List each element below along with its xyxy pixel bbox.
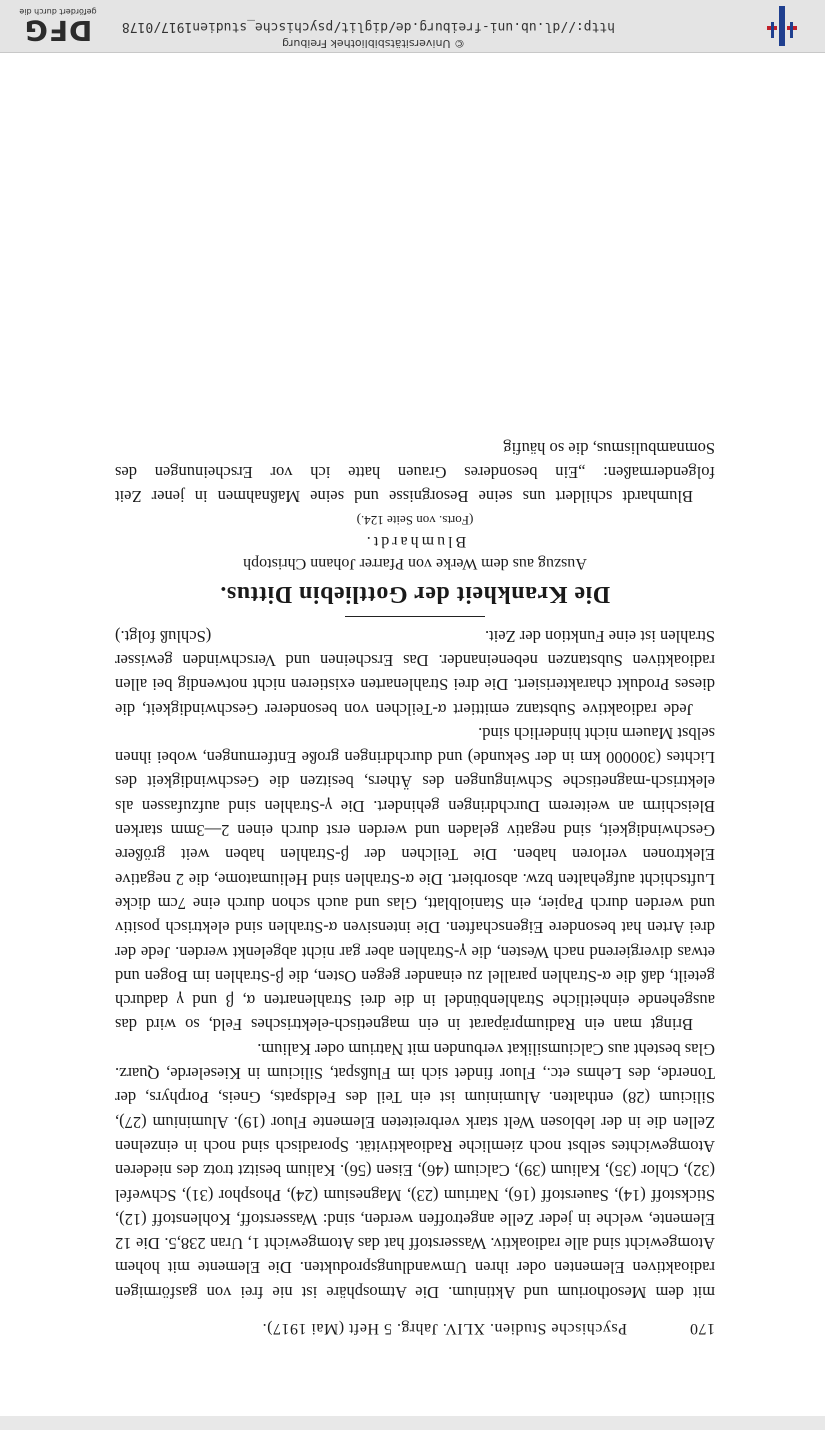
dfg-logo-icon (8, 4, 108, 47)
dfg-logo-subtitle: gefördert durch die (19, 7, 97, 16)
byline-prefix: Auszug aus dem Werke von Pfarrer Johann Christoph (243, 555, 587, 573)
running-head (115, 1316, 715, 1340)
dfg-logo-text: DFG (23, 14, 93, 47)
byline-name: Blumhardt. (363, 533, 467, 551)
paragraph-1: mit dem Mesothorium und Aktinium. Die Atmosphäre ist nie frei von gasförmigen radioaktiven Elementen oder ihren Umwandlungsprodukten. Die Elemente mit hohem Atomgewicht sind alle radioaktiv. Wasserstoff hat das Atomgewicht 1, Uran 238,5. Die 12 Elemente, welche in jeder Zelle angetroffen werden, sind: Wasserstoff, Kohlenstoff (12), Stickstoff (14), Sauerstoff (16), Natrium (23), Magnesium (24), Phosphor (31), Schwefel (32), Chlor (35), Kalium (39), Calcium (46), Eisen (56). Kalium besitzt trotz des niederen Atomgewichtes selbst noch ziemliche Radioaktivität. Sporadisch sind noch in einzelnen Zellen die in der leblosen Welt stark verbreiteten Elemente Fluor (19). Aluminium (27), Silicium (28) enthalten. Aluminium ist ein Teil des Feldspats, Gneis, Porphyrs, der Tonerde, des Lehms etc., Fluor findet sich im Flußspat, Silicium in Kieselerde, Quarz. Glas besteht aus Calciumsilikat verbunden mit Natrium oder Kalium. (115, 1039, 715, 1302)
section-divider (345, 616, 485, 617)
paragraph-4: Blumhardt schildert uns seine Besorgnisse und seine Maßnahmen in jener Zeit folgendermaßen: „Ein besonderes Grauen hatte ich vor Erscheinungen des Somnambulismus, die so häufig (115, 438, 715, 507)
to-be-continued-note: (Schluß folgt.) (115, 626, 212, 646)
provider-footer (0, 0, 825, 53)
permalink[interactable]: http://dl.ub.uni-freiburg.de/diglit/psychische_studien1917/0178 (121, 19, 615, 34)
continued-note: (Forts. von Seite 124.) (356, 513, 474, 529)
document-page (115, 436, 715, 1341)
ub-freiburg-logo-icon (759, 4, 805, 48)
paragraph-2: Bringt man ein Radiumpräparat in ein magnetisch-elektrisches Feld, so wird das ausgehende einheitliche Strahlenbündel in die drei Strahlenarten α, β und γ dadurch geteilt, daß die α-Strahlen parallel zu einander gegen Osten, die β-Strahlen im Bogen und etwas divergierend nach Westen, die γ-Strahlen aber gar nicht abgelenkt werden. Jede der drei Arten hat besondere Eigenschaften. Die intensiven α-Strahlen sind elektrisch positiv und werden durch Papier, ein Staniolblatt, Glas und auch schon durch eine 7cm dicke Luftschicht aufgehalten bzw. absorbiert. Die α-Strahlen sind Heliumatome, die 2 negative Elektronen verloren haben. Die Teilchen der β-Strahlen haben weit größere Geschwindigkeit, sind negativ geladen und werden erst durch einen 2—3mm starken Bleischirm an weiterem Durchdringen gehindert. Die γ-Strahlen sind aufzufassen als elektrisch-magnetische Schwingungen des Äthers, besitzen die Geschwindigkeit des Lichtes (300000 km in der Sekunde) und durchdringen große Entfernungen, wobei ihnen selbst Mauern nicht hinderlich sind. (115, 723, 715, 1035)
page-number: 170 (689, 1320, 715, 1337)
viewer-edge-bar (0, 1416, 825, 1430)
byline (115, 530, 715, 574)
article-title: Die Krankheit der Gottliebin Dittus. (219, 581, 611, 608)
copyright-text: © Universitätsbibliothek Freiburg (282, 37, 465, 50)
paragraph-3-text: Jede radioaktive Substanz emittiert α-Teilchen von besonderer Geschwindigkeit, die dieses Produkt charakterisiert. Die drei Strahlenarten existieren nicht notwendig bei allen radioaktiven Substanzen nebeneinander. Das Erscheinen und Verschwinden gewisser Strahlen ist eine Funktion der Zeit. (115, 626, 715, 719)
journal-header: Psychische Studien. XLIV. Jahrg. 5 Heft (Mai 1917). (262, 1320, 627, 1337)
paragraph-3 (115, 623, 715, 720)
